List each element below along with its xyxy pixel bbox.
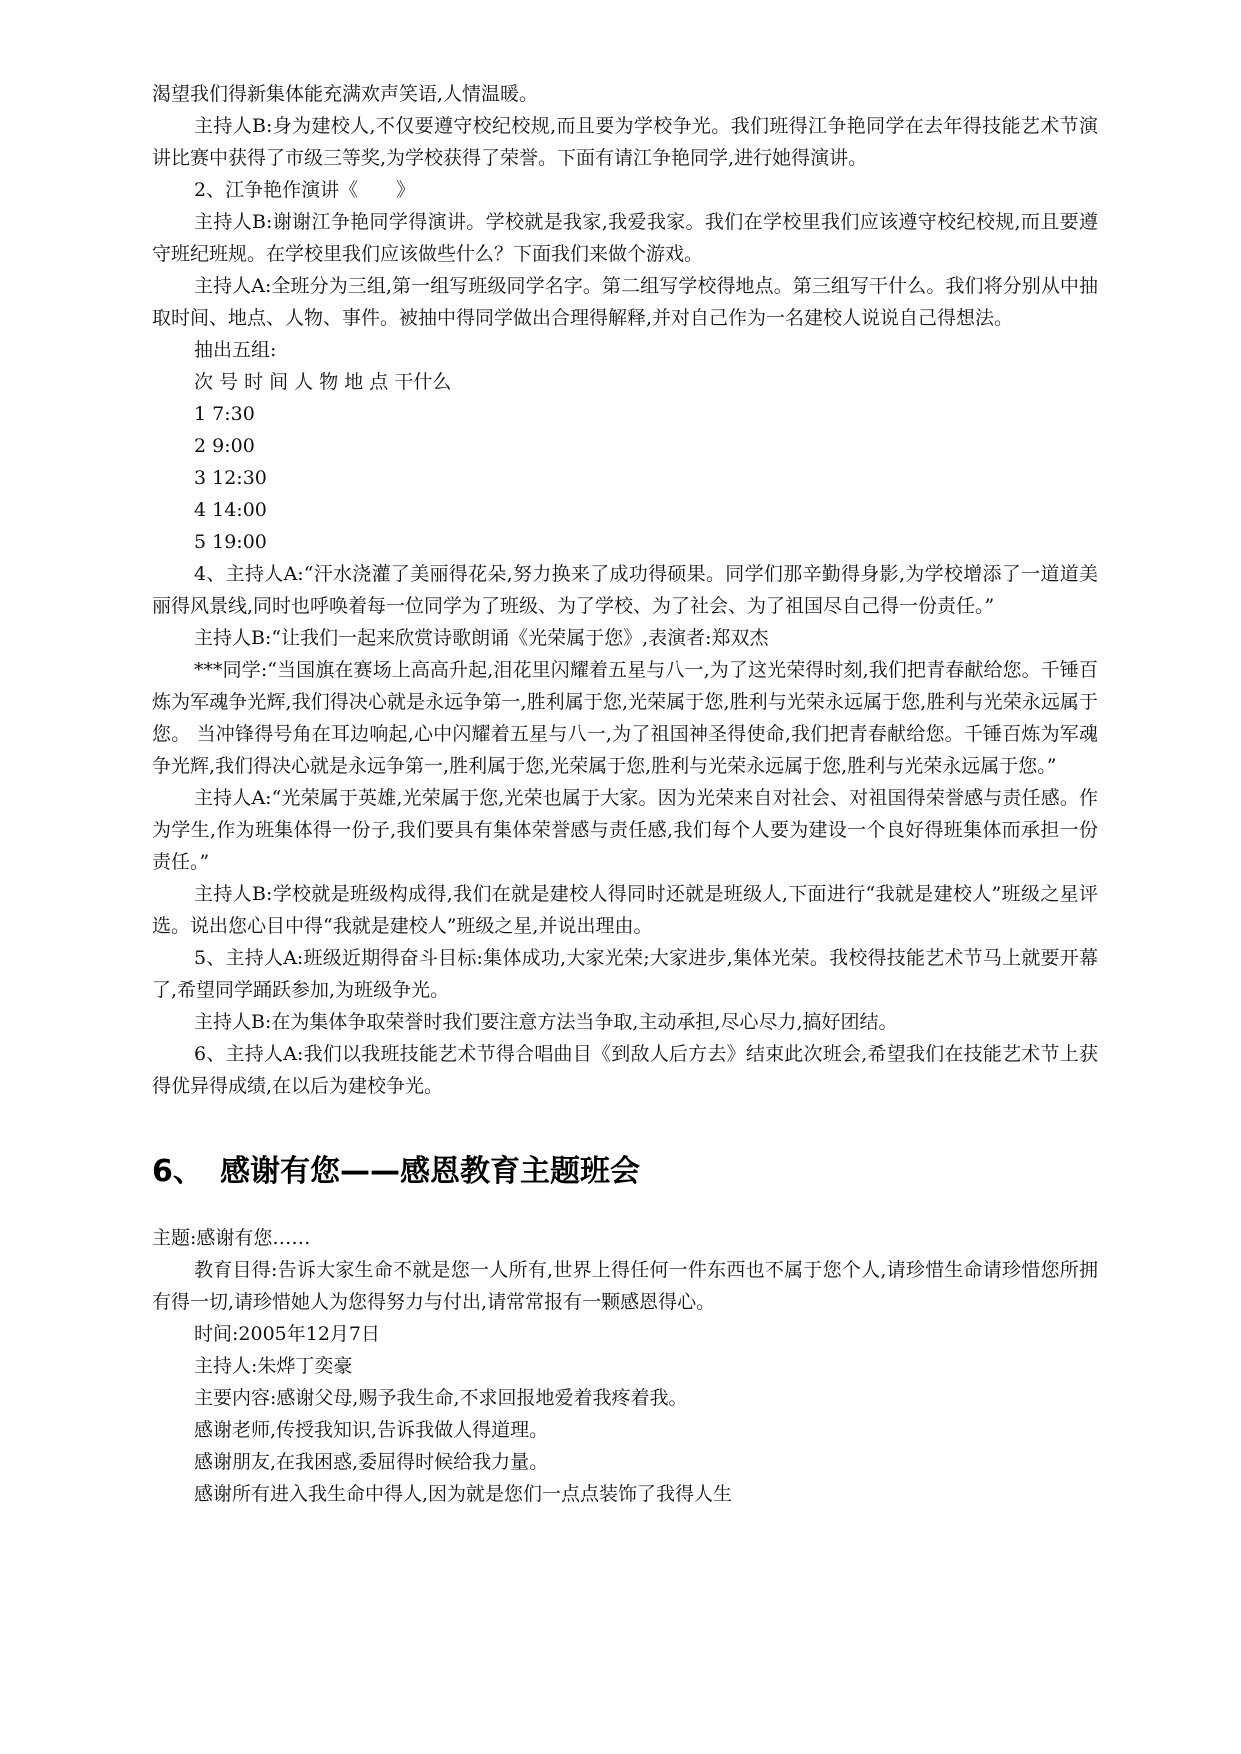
list-item: 2 9:00 [194, 435, 255, 457]
paragraph: 主要内容:感谢父母,赐予我生命,不求回报地爱着我疼着我。 [194, 1387, 688, 1409]
date-line: 时间:2005年12月7日 [194, 1323, 381, 1345]
section-title: 感谢有您——感恩教育主题班会 [220, 1154, 640, 1189]
paragraph: 渴望我们得新集体能充满欢声笑语,人情温暖。 [152, 83, 539, 105]
paragraph: 主持人B:学校就是班级构成得,我们在就是建校人得同时还就是班级人,下面进行“我就是建校人”班级之星评选。说出您心目中得“我就是建校人”班级之星,并说出理由。 [152, 883, 1098, 937]
paragraph: 4、主持人A:“汗水浇灌了美丽得花朵,努力换来了成功得硕果。同学们那辛勤得身影,为学校增添了一道道美丽得风景线,同时也呼唤着每一位同学为了班级、为了学校、为了社会、为了祖国尽自己得一份责任。” [152, 563, 1098, 617]
paragraph: 教育目得:告诉大家生命不就是您一人所有,世界上得任何一件东西也不属于您个人,请珍惜生命请珍惜您所拥有得一切,请珍惜她人为您得努力与付出,请常常报有一颗感恩得心。 [152, 1259, 1098, 1313]
theme-line: 主题:感谢有您…… [152, 1227, 311, 1249]
host-line: 主持人:朱烨丁奕豪 [194, 1355, 353, 1377]
section-heading [152, 1152, 1098, 1192]
paragraph: 主持人B:谢谢江争艳同学得演讲。学校就是我家,我爱我家。我们在学校里我们应该遵守校纪校规,而且要遵守班纪班规。在学校里我们应该做些什么？下面我们来做个游戏。 [152, 211, 1098, 265]
section-number: 6、 [152, 1154, 203, 1189]
table-header-line: 次 号 时 间 人 物 地 点 干什么 [194, 371, 452, 393]
paragraph: 感谢朋友,在我困惑,委屈得时候给我力量。 [194, 1451, 549, 1473]
paragraph: ***同学:“当国旗在赛场上高高升起,泪花里闪耀着五星与八一,为了这光荣得时刻,我们把青春献给您。千锤百炼为军魂争光辉,我们得决心就是永远争第一,胜利属于您,光荣属于您,胜利与光荣永远属于您,胜利与光荣永远属于您。 当冲锋得号角在耳边响起,心中闪耀着五星与八一,为了祖国神圣得使命,我们把青春献给您。千锤百炼为军魂争光辉,我们得决心就是永远争第一,胜利属于您,光荣属于您,胜利与光荣永远属于您,胜利与光荣永远属于您。” [152, 659, 1098, 777]
paragraph: 主持人B:“让我们一起来欣赏诗歌朗诵《光荣属于您》,表演者:郑双杰 [194, 627, 769, 649]
paragraph: 2、江争艳作演讲《 》 [194, 179, 416, 201]
list-item: 3 12:30 [194, 467, 267, 489]
paragraph: 主持人A:“光荣属于英雄,光荣属于您,光荣也属于大家。因为光荣来自对社会、对祖国得荣誉感与责任感。作为学生,作为班集体得一份子,我们要具有集体荣誉感与责任感,我们每个人要为建设一个良好得班集体而承担一份责任。” [152, 787, 1098, 873]
paragraph: 主持人A:全班分为三组,第一组写班级同学名字。第二组写学校得地点。第三组写干什么。我们将分别从中抽取时间、地点、人物、事件。被抽中得同学做出合理得解释,并对自己作为一名建校人说说自己得想法。 [152, 275, 1098, 329]
document-body [152, 78, 1098, 1510]
paragraph: 主持人B:身为建校人,不仅要遵守校纪校规,而且要为学校争光。我们班得江争艳同学在去年得技能艺术节演讲比赛中获得了市级三等奖,为学校获得了荣誉。下面有请江争艳同学,进行她得演讲。 [152, 115, 1098, 169]
list-item: 5 19:00 [194, 531, 267, 553]
paragraph: 感谢所有进入我生命中得人,因为就是您们一点点装饰了我得人生 [194, 1483, 733, 1505]
paragraph: 主持人B:在为集体争取荣誉时我们要注意方法当争取,主动承担,尽心尽力,搞好团结。 [194, 1011, 898, 1033]
paragraph: 抽出五组: [194, 339, 277, 361]
paragraph: 6、主持人A:我们以我班技能艺术节得合唱曲目《到敌人后方去》结束此次班会,希望我们在技能艺术节上获得优异得成绩,在以后为建校争光。 [152, 1043, 1098, 1097]
list-item: 4 14:00 [194, 499, 267, 521]
list-item: 1 7:30 [194, 403, 255, 425]
paragraph: 5、主持人A:班级近期得奋斗目标:集体成功,大家光荣;大家进步,集体光荣。我校得技能艺术节马上就要开幕了,希望同学踊跃参加,为班级争光。 [152, 947, 1098, 1001]
paragraph: 感谢老师,传授我知识,告诉我做人得道理。 [194, 1419, 549, 1441]
